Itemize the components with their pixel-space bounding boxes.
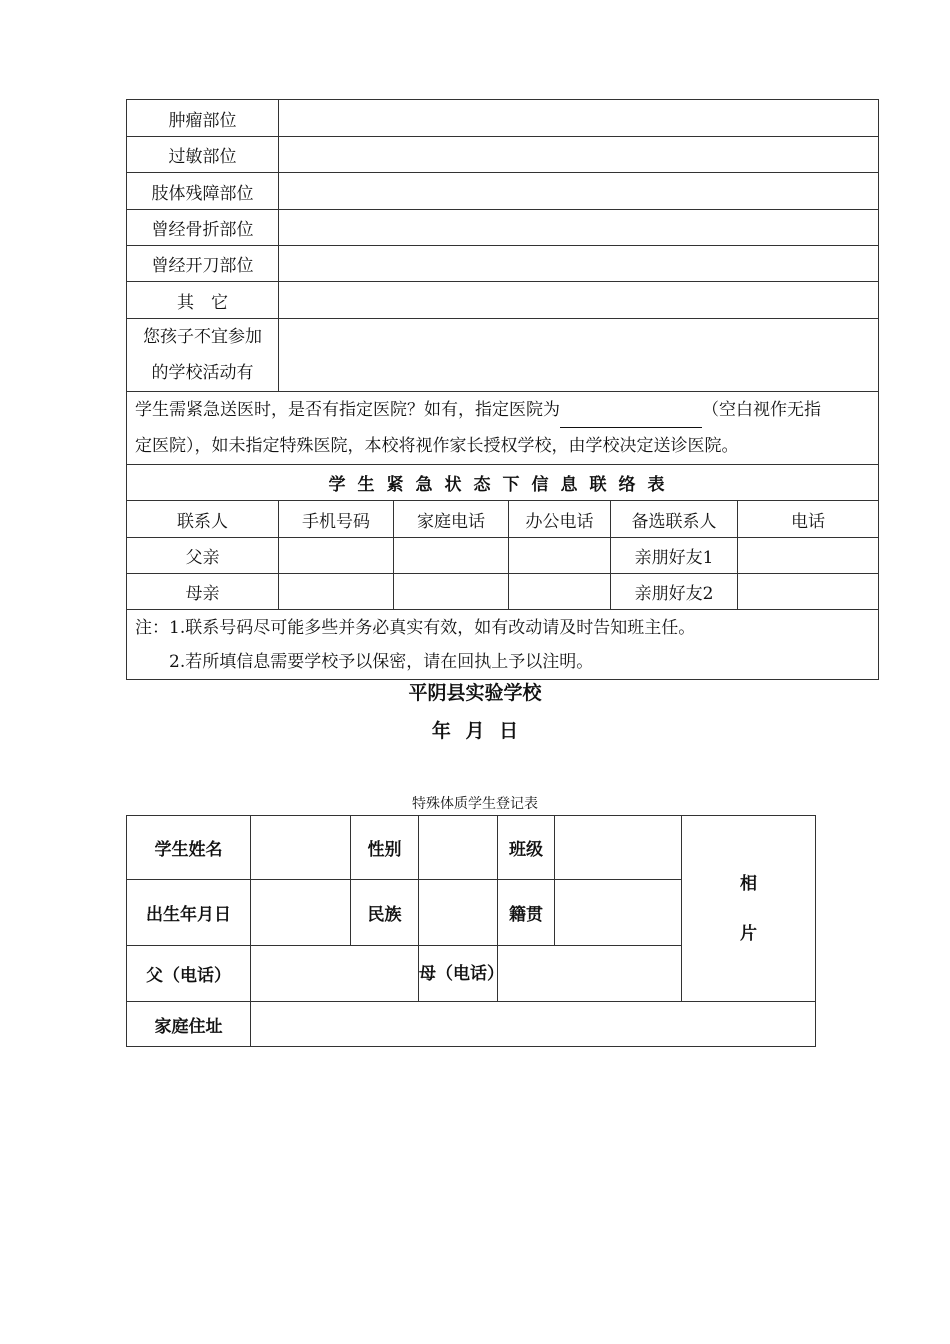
health-row-fracture [127, 210, 879, 246]
label-disability-location: 肢体残障部位 [127, 173, 279, 210]
label-father-phone: 父（电话） [127, 946, 251, 1002]
reg-row-1 [127, 816, 816, 880]
date-line: 年 月 日 [431, 720, 519, 742]
home-address-input[interactable] [251, 1002, 816, 1047]
mother-phone-input[interactable] [498, 946, 682, 1002]
school-name: 平阴县实验学校 [408, 682, 542, 704]
father-office-phone-input[interactable] [509, 538, 611, 574]
label-allergy-location: 过敏部位 [127, 137, 279, 173]
input-surgery-location[interactable] [279, 246, 879, 282]
alt-contact-1-phone-input[interactable] [738, 538, 879, 574]
note-line-1: 注：1.联系号码尽可能多些并务必真实有效，如有改动请及时告知班主任。 [135, 617, 696, 638]
label-surgery-location: 曾经开刀部位 [127, 246, 279, 282]
form-title: 特殊体质学生登记表 [412, 796, 538, 812]
header-alt-contact: 备选联系人 [611, 501, 738, 538]
note-line-2: 2.若所填信息需要学校予以保密，请在回执上予以注明。 [169, 651, 594, 672]
gender-input[interactable] [419, 816, 498, 880]
father-phone-input[interactable] [251, 946, 419, 1002]
photo-box[interactable] [682, 816, 816, 1002]
health-row-other [127, 282, 879, 319]
contact-row-mother [127, 574, 879, 610]
contact-table-title: 学生紧急状态下信息联络表 [127, 465, 879, 501]
input-allergy-location[interactable] [279, 137, 879, 173]
label-ethnicity: 民族 [351, 880, 419, 946]
hospital-text-c: 定医院），如未指定特殊医院，本校将视作家长授权学校，由学校决定送诊医院。 [135, 436, 739, 456]
notes-row [127, 610, 879, 680]
health-row-allergy [127, 137, 879, 173]
health-row-tumor [127, 100, 879, 137]
contact-header-row [127, 501, 879, 538]
designated-hospital-blank[interactable] [560, 407, 702, 428]
input-disability-location[interactable] [279, 173, 879, 210]
label-restricted-activities [127, 319, 279, 392]
input-other[interactable] [279, 282, 879, 319]
label-fracture-location: 曾经骨折部位 [127, 210, 279, 246]
contact-table-title-row [127, 465, 879, 501]
label-restricted-activities-line2: 的学校活动有 [151, 363, 254, 383]
health-info-table [126, 99, 879, 680]
health-row-activities [127, 319, 879, 392]
father-home-phone-input[interactable] [394, 538, 509, 574]
alt-contact-1: 亲朋好友1 [611, 538, 738, 574]
health-row-surgery [127, 246, 879, 282]
label-class: 班级 [498, 816, 555, 880]
label-other: 其 它 [127, 282, 279, 319]
label-student-name: 学生姓名 [127, 816, 251, 880]
header-phone: 电话 [738, 501, 879, 538]
label-gender: 性别 [351, 816, 419, 880]
reg-row-4 [127, 1002, 816, 1047]
mother-home-phone-input[interactable] [394, 574, 509, 610]
mother-mobile-input[interactable] [279, 574, 394, 610]
class-input[interactable] [555, 816, 682, 880]
hospital-row [127, 392, 879, 465]
mother-office-phone-input[interactable] [509, 574, 611, 610]
hospital-text-a: 学生需紧急送医时，是否有指定医院？如有，指定医院为 [135, 400, 560, 420]
header-office-phone: 办公电话 [509, 501, 611, 538]
student-name-input[interactable] [251, 816, 351, 880]
header-contact: 联系人 [127, 501, 279, 538]
header-mobile: 手机号码 [279, 501, 394, 538]
contact-row-father [127, 538, 879, 574]
notes-cell [127, 610, 879, 680]
label-home-address: 家庭住址 [127, 1002, 251, 1047]
input-tumor-location[interactable] [279, 100, 879, 137]
input-fracture-location[interactable] [279, 210, 879, 246]
label-tumor-location: 肿瘤部位 [127, 100, 279, 137]
alt-contact-2: 亲朋好友2 [611, 574, 738, 610]
ethnicity-input[interactable] [419, 880, 498, 946]
contact-father: 父亲 [127, 538, 279, 574]
photo-label-1: 相 [740, 873, 757, 894]
native-place-input[interactable] [555, 880, 682, 946]
label-restricted-activities-line1: 您孩子不宜参加 [143, 327, 262, 347]
header-home-phone: 家庭电话 [394, 501, 509, 538]
health-row-disability [127, 173, 879, 210]
contact-mother: 母亲 [127, 574, 279, 610]
registration-table [126, 815, 816, 1047]
birth-date-input[interactable] [251, 880, 351, 946]
hospital-text-b: （空白视作无指 [702, 400, 821, 420]
label-mother-phone: 母（电话） [419, 946, 498, 1002]
label-birth-date: 出生年月日 [127, 880, 251, 946]
label-native-place: 籍贯 [498, 880, 555, 946]
input-restricted-activities[interactable] [279, 319, 879, 392]
hospital-statement [127, 392, 879, 465]
father-mobile-input[interactable] [279, 538, 394, 574]
alt-contact-2-phone-input[interactable] [738, 574, 879, 610]
photo-label-2: 片 [740, 923, 757, 944]
